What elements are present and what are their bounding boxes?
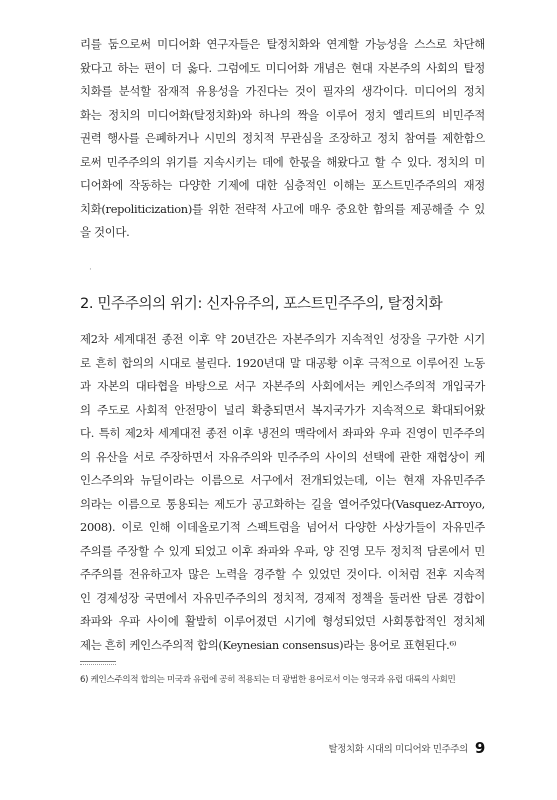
footnote-6: 6) 케인스주의적 합의는 미국과 유럽에 공히 적용되는 더 광범한 용어로서 이는 영국과 유럽 대륙의 사회민 <box>80 675 456 685</box>
text-line: 제2차 세계대전 종전 이후 약 20년간은 자본주의가 지속적인 성장을 구가한 시기 <box>80 332 485 346</box>
text-line: 인스주의와 뉴딜이라는 이름으로 서구에서 전개되었는데, 이는 현재 자유민주주 <box>80 473 485 487</box>
text-line: 제는 흔히 케인스주의적 합의(Keynesian consensus)라는 용어로 표현된다.⁶⁾ <box>80 637 457 652</box>
text-line: 화는 정치의 미디어화(탈정치화)와 하나의 짝을 이루어 정치 엘리트의 비민주적 <box>80 107 485 122</box>
text-line: 을 것이다. <box>80 225 130 239</box>
footnote-divider <box>80 661 116 665</box>
page-number: 9 <box>474 739 485 757</box>
section-heading: 2. 민주주의의 위기: 신자유주의, 포스트민주주의, 탈정치화 <box>80 295 443 312</box>
text-line: 의 주도로 사회적 안전망이 널리 확충되면서 복지국가가 지속적으로 확대되어왔 <box>80 402 485 417</box>
page-footer <box>328 739 485 757</box>
text-line: 로 흔히 합의의 시대로 불린다. 1920년대 말 대공황 이후 극적으로 이루어진 노동 <box>80 355 485 370</box>
text-line: 권력 행사를 은폐하거나 시민의 정치적 무관심을 조장하고 정치 참여를 제한함으 <box>80 131 485 145</box>
text-line: 주주의를 전유하고자 많은 노력을 경주할 수 있었던 것이다. 이처럼 전후 지속적 <box>80 567 485 581</box>
text-line: 주의를 주장할 수 있게 되었고 이후 좌파와 우파, 양 진영 모두 정치적 담론에서 민 <box>80 543 485 558</box>
body-paragraph-2 <box>80 328 485 657</box>
text-line: 2008). 이로 인해 이데올로기적 스펙트럼을 넘어서 다양한 사상가들이 자유민주 <box>80 520 485 534</box>
text-line: 로써 민주주의의 위기를 지속시키는 데에 한몫을 해왔다고 할 수 있다. 정치의 미 <box>80 154 485 169</box>
text-line: 디어화에 작동하는 다양한 기제에 대한 심층적인 이해는 포스트민주주의의 재정 <box>80 178 485 192</box>
text-line: 과 자본의 대타협을 바탕으로 서구 자본주의 사회에서는 케인스주의적 개입국가 <box>80 379 485 393</box>
bullet-dot: · <box>89 265 92 275</box>
text-line: 치화를 분석할 잠재적 유용성을 가진다는 것이 필자의 생각이다. 미디어의 정치 <box>80 84 485 98</box>
text-line: 의라는 이름으로 통용되는 제도가 공고화하는 길을 열어주었다(Vasquez-Arroyo, <box>80 496 485 511</box>
text-line: 리를 둠으로써 미디어화 연구자들은 탈정치화와 연계할 가능성을 스스로 차단해 <box>80 37 485 51</box>
text-line: 의 유산을 서로 주장하면서 자유주의와 민주주의 사이의 선택에 관한 재협상이 케 <box>80 449 485 464</box>
running-title: 탈정치화 시대의 미디어와 민주주의 <box>328 744 468 755</box>
text-line: 좌파와 우파 사이에 활발히 이루어졌던 시기에 형성되었던 사회통합적인 정치체 <box>80 614 485 628</box>
text-line: 왔다고 하는 편이 더 옳다. 그럼에도 미디어화 개념은 현대 자본주의 사회의 탈정 <box>80 60 485 75</box>
text-line: 인 경제성장 국면에서 자유민주주의의 정치적, 경제적 정책을 둘러싼 담론 경합이 <box>80 590 485 605</box>
text-line: 다. 특히 제2차 세계대전 종전 이후 냉전의 맥락에서 좌파와 우파 진영이 민주주의 <box>80 426 485 440</box>
text-line: 치화(repoliticization)를 위한 전략적 사고에 매우 중요한 함의를 제공해줄 수 있 <box>80 201 485 216</box>
body-paragraph-1 <box>80 33 485 245</box>
